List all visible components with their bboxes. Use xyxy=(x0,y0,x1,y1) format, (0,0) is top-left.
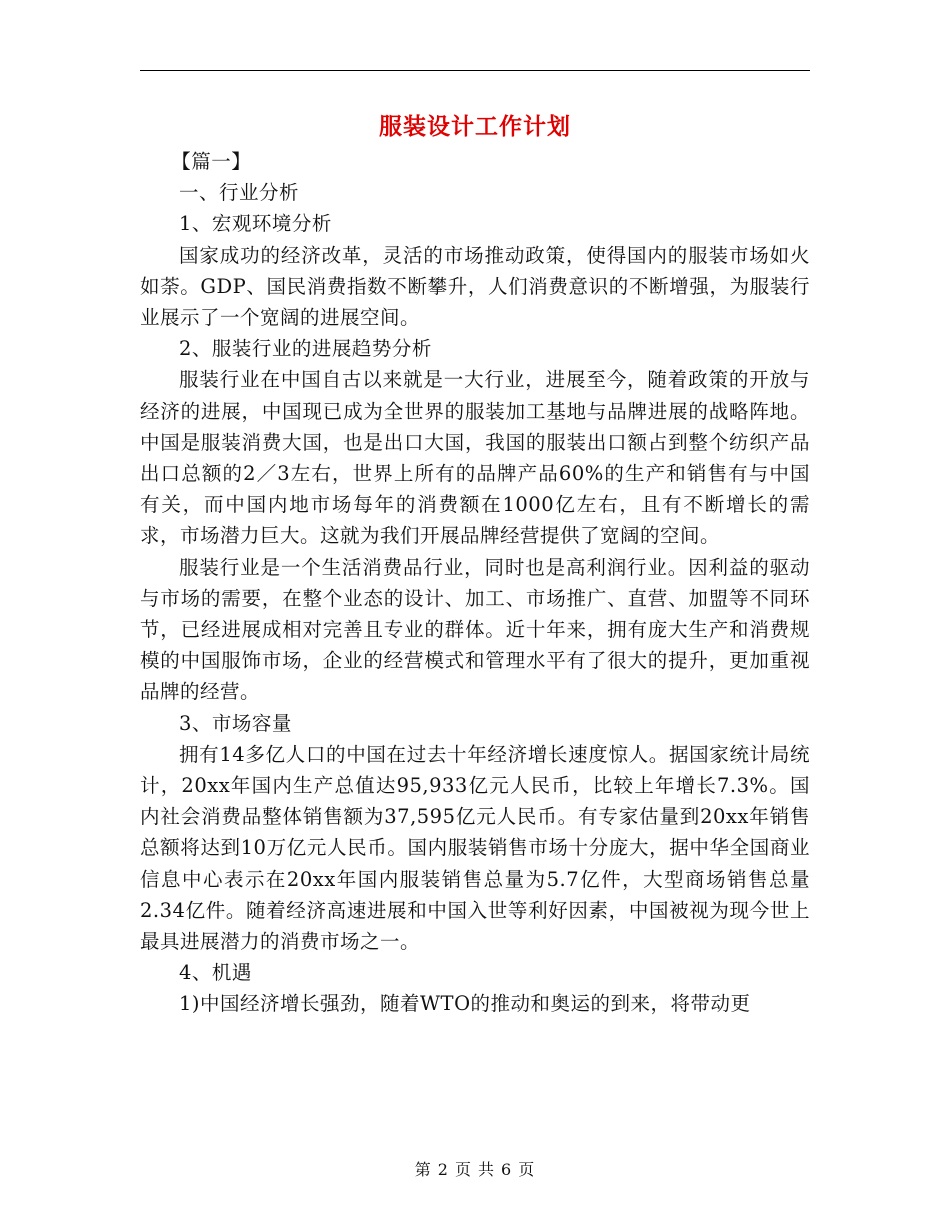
paragraph-industry-trend: 服装行业在中国自古以来就是一大行业，进展至今，随着政策的开放与经济的进展，中国现已成为全世界的服装加工基地与品牌进展的战略阵地。中国是服装消费大国，也是出口大国，我国的服装出口额占到整个纺织产品出口总额的2／3左右，世界上所有的品牌产品60%的生产和销售有与中国有关，而中国内地市场每年的消费额在1000亿左右，且有不断增长的需求，市场潜力巨大。这就为我们开展品牌经营提供了宽阔的空间。 xyxy=(140,368,810,548)
paragraph-industry-profit: 服装行业是一个生活消费品行业，同时也是高利润行业。因利益的驱动与市场的需要，在整个业态的设计、加工、市场推广、直营、加盟等不同环节，已经进展成相对完善且专业的群体。近十年来，拥有庞大生产和消费规模的中国服饰市场，企业的经营模式和管理水平有了很大的提升，更加重视品牌的经营。 xyxy=(140,555,810,704)
footer-current-page: 2 xyxy=(437,1160,449,1179)
subheading-industry-trend: 2、服装行业的进展趋势分析 xyxy=(179,337,432,361)
footer-total-pages: 6 xyxy=(501,1160,513,1179)
page-footer xyxy=(0,1157,950,1180)
footer-page-word: 页 xyxy=(454,1160,472,1179)
section-marker: 【篇一】 xyxy=(171,150,252,173)
paragraph-market-capacity: 拥有14多亿人口的中国在过去十年经济增长速度惊人。据国家统计局统计，20xx年国内生产总值达95,933亿元人民币，比较上年增长7.3%。国内社会消费品整体销售额为37,595亿元人民币。有专家估量到20xx年销售总额将达到10万亿元人民币。国内服装销售市场十分庞大，据中华全国商业信息中心表示在20xx年国内服装销售总量为5.7亿件，大型商场销售总量2.34亿件。随着经济高速进展和中国入世等利好因素，中国被视为现今世上最具进展潜力的消费市场之一。 xyxy=(140,742,810,954)
footer-suffix: 页 xyxy=(518,1160,536,1179)
subheading-macro-environment: 1、宏观环境分析 xyxy=(179,212,332,236)
header-rule xyxy=(140,70,810,71)
footer-total-prefix: 共 xyxy=(478,1160,496,1179)
document-title: 服装设计工作计划 xyxy=(379,113,571,140)
footer-prefix: 第 xyxy=(414,1160,432,1179)
heading-industry-analysis: 一、行业分析 xyxy=(179,181,300,205)
document-body xyxy=(140,146,810,1020)
paragraph-macro-environment: 国家成功的经济改革，灵活的市场推动政策，使得国内的服装市场如火如荼。GDP、国民消费指数不断攀升，人们消费意识的不断增强，为服装行业展示了一个宽阔的进展空间。 xyxy=(140,243,810,330)
subheading-opportunities: 4、机遇 xyxy=(179,961,252,985)
subheading-market-capacity: 3、市场容量 xyxy=(179,711,292,735)
paragraph-opportunity-1: 1)中国经济增长强劲，随着WTO的推动和奥运的到来，将带动更 xyxy=(179,992,751,1016)
